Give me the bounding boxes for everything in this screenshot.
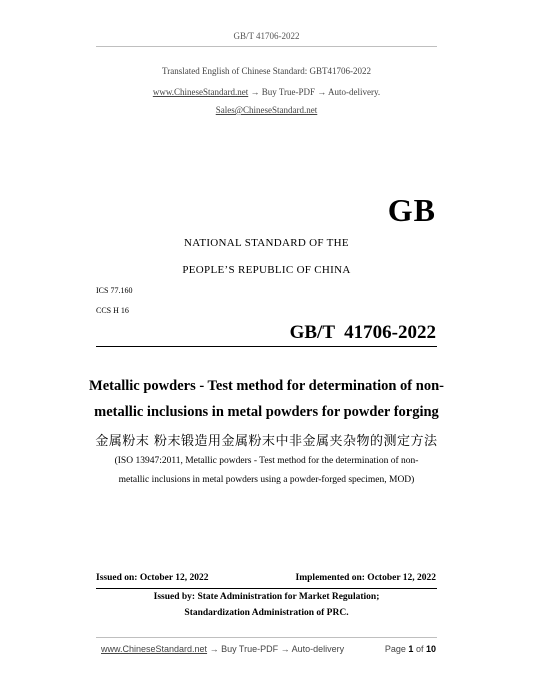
issued-by-line2: Standardization Administration of PRC.: [184, 608, 349, 618]
page-total: 10: [425, 644, 436, 654]
implemented-date: Implemented on: October 12, 2022: [295, 573, 436, 583]
ccs-code: CCS H 16: [96, 306, 129, 315]
title-en-line1: Metallic powders - Test method for determination of non-: [89, 378, 444, 394]
standard-number: GB/T 41706-2022: [289, 322, 436, 343]
site-link[interactable]: www.ChineseStandard.net: [152, 87, 249, 97]
translation-line: Translated English of Chinese Standard: GBT41706-2022: [162, 66, 371, 76]
header-code: GB/T 41706-2022: [233, 31, 300, 41]
page-current: 1: [408, 644, 414, 654]
footer-rule: [96, 637, 437, 638]
iso-reference-line2: metallic inclusions in metal powders using a powder-forged specimen, MOD): [118, 475, 415, 485]
national-standard-line1: NATIONAL STANDARD OF THE: [184, 237, 349, 249]
footer-site-link[interactable]: www.ChineseStandard.net: [101, 644, 208, 654]
header-rule: [96, 46, 437, 47]
iso-reference-line1: (ISO 13947:2011, Metallic powders - Test method for the determination of non-: [114, 456, 419, 466]
translation-links: [0, 87, 533, 97]
title-cn: 金属粉末 粉末锻造用金属粉末中非金属夹杂物的测定方法: [95, 434, 438, 449]
footer: [101, 644, 436, 654]
issued-date: Issued on: October 12, 2022: [96, 573, 209, 583]
issued-by-line1: Issued by: State Administration for Market Regulation;: [153, 592, 380, 602]
title-en-line2: metallic inclusions in metal powders for powder forging: [94, 404, 439, 420]
national-standard-line2: PEOPLE’S REPUBLIC OF CHINA: [182, 264, 351, 276]
sales-email-link[interactable]: Sales@ChineseStandard.net: [215, 105, 318, 115]
standard-number-rule: [96, 346, 437, 347]
buy-text: → Buy True-PDF → Auto-delivery.: [248, 87, 381, 97]
page-indicator: Page 1 of 10: [384, 644, 436, 654]
footer-buy-text: → Buy True-PDF → Auto-delivery: [207, 644, 345, 654]
ics-code: ICS 77.160: [96, 286, 133, 295]
sales-email-row: [0, 105, 533, 115]
gb-logo: GB: [387, 192, 436, 228]
dates-rule: [96, 588, 437, 589]
